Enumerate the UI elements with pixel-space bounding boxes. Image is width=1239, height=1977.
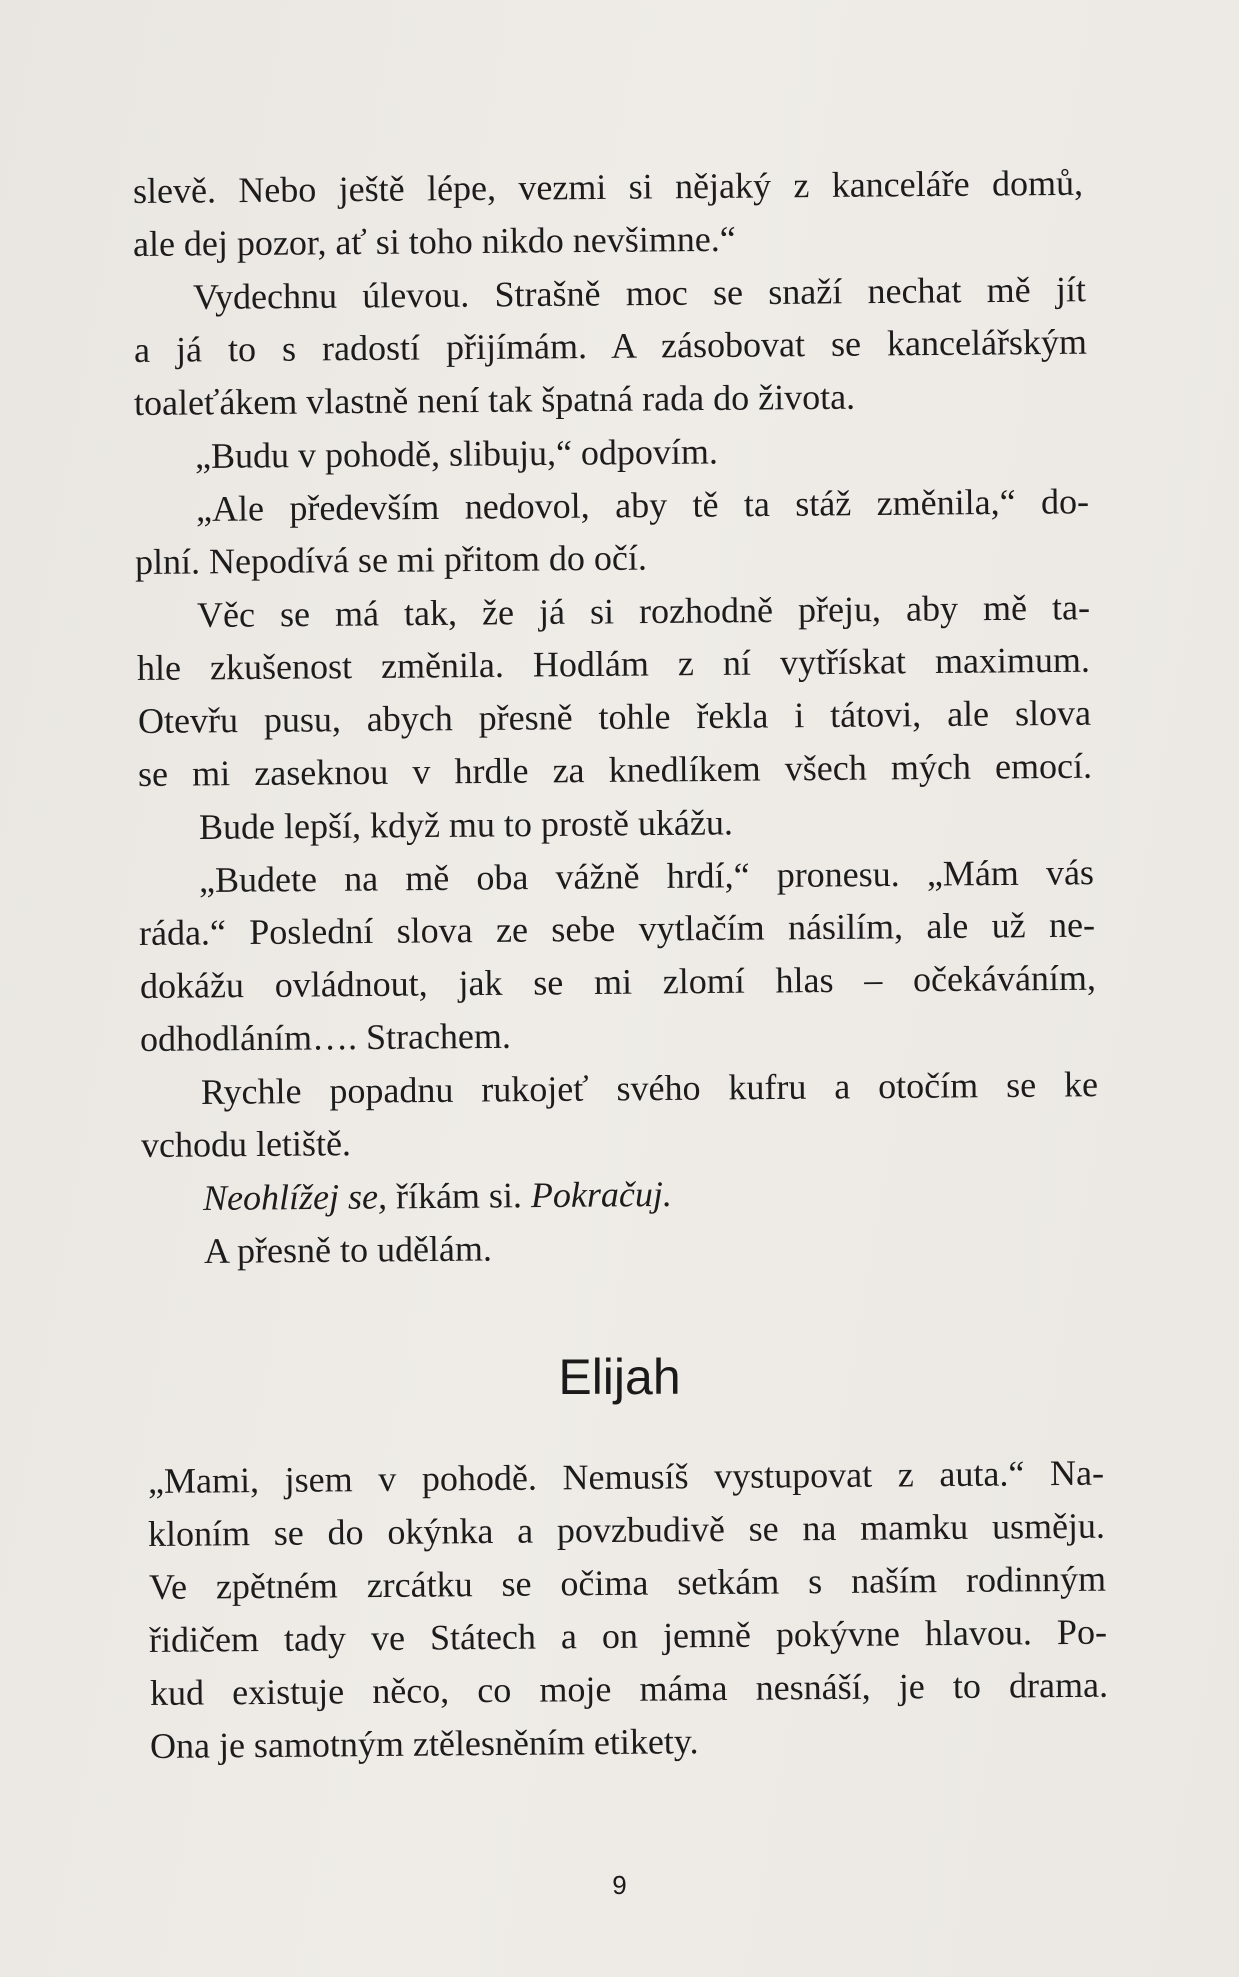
text-line: „Ale především nedovol, aby tě ta stáž změnila,“ do- [195,481,1090,529]
text-line: a já to s radostí přijímám. A zásobovat se kancelářským [133,321,1088,370]
italic-phrase: Neohlížej se, [202,1176,388,1218]
text-line: „Budu v pohodě, slibuju,“ odpovím. [194,431,719,476]
text-line: plní. Nepodívá se mi přitom do očí. [134,537,648,582]
text-line: kloním se do okýnka a povzbudivě se na mamku usměju. [147,1505,1106,1554]
text-line: „Mami, jsem v pohodě. Nemusíš vystupovat z auta.“ Na- [147,1452,1105,1501]
text-line: Věc se má tak, že já si rozhodně přeju, aby mě ta- [196,587,1091,635]
page-number: 9 [612,1870,627,1900]
text-line: ráda.“ Poslední slova ze sebe vytlačím násilím, ale už ne- [138,904,1096,953]
text-line: ale dej pozor, ať si toho nikdo nevšimne.“ [132,218,736,264]
text-line: toaleťákem vlastně není tak špatná rada do života. [133,376,856,423]
text-line: Rychle popadnu rukojeť svého kufru a otočím se ke [200,1064,1099,1112]
text-line: Otevřu pusu, abych přesně tohle řekla i tátovi, ale slova [137,692,1092,741]
italic-text-line [203,1173,672,1219]
text-line: Vydechnu úlevou. Strašně moc se snaží nechat mě jít [192,269,1087,317]
text-line: „Budete na mě oba vážně hrdí,“ pronesu. „Mám vás [198,852,1095,900]
text-line: A přesně to udělám. [203,1228,493,1271]
text-line: Ona je samotným ztělesněním etikety. [149,1721,699,1766]
text-line: slevě. Nebo ještě lépe, vezmi si nějaký z kanceláře domů, [132,162,1084,211]
text-line: Bude lepší, když mu to prostě ukážu. [198,802,734,847]
text-line: se mi zaseknou v hrdle za knedlíkem všech mých emocí. [137,745,1093,794]
text-line: hle zkušenost změnila. Hodlám z ní vytřískat maximum. [136,639,1091,688]
text-line: vchodu letiště. [140,1123,352,1165]
italic-phrase: Pokračuj. [530,1173,673,1216]
text-phrase: říkám si. [386,1175,532,1217]
text-line: Ve zpětném zrcátku se očima setkám s naším rodinným [148,1558,1107,1607]
text-line: kud existuje něco, co moje máma nesnáší, je to drama. [149,1664,1109,1713]
text-line: dokážu ovládnout, jak se mi zlomí hlas – očekáváním, [139,957,1097,1006]
text-line: odhodláním…. Strachem. [139,1015,512,1059]
chapter-heading: Elijah [558,1349,681,1405]
text-line: řidičem tady ve Státech a on jemně pokývne hlavou. Po- [148,1611,1108,1660]
